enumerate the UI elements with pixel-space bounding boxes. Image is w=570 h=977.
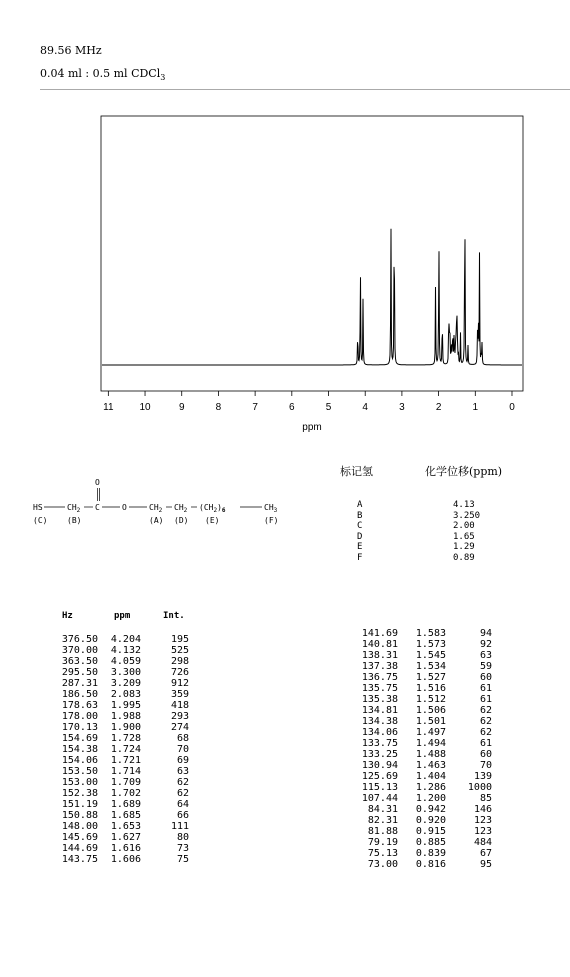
peak-intensity: 69 — [176, 755, 189, 766]
label-f: (F) — [264, 516, 279, 525]
peak-intensity: 146 — [473, 804, 492, 815]
peak-hz: 154.06 — [61, 755, 98, 766]
peak-intensity: 274 — [170, 722, 189, 733]
peak-intensity: 62 — [479, 705, 492, 716]
atom-ch2-a: $CH_2$ — [149, 503, 163, 514]
peak-ppm: 0.885 — [415, 837, 446, 848]
peak-hz: 82.31 — [367, 815, 398, 826]
x-tick-label: 9 — [178, 402, 185, 413]
peak-ppm: 4.132 — [110, 645, 141, 656]
x-tick-label: 2 — [435, 402, 442, 413]
assignment-label: C — [357, 521, 363, 531]
subscript-2: 2 — [76, 507, 81, 514]
peak-hz: 150.88 — [61, 810, 98, 821]
peak-ppm: 2.083 — [110, 689, 141, 700]
peak-intensity: 64 — [176, 799, 189, 810]
peak-intensity: 61 — [479, 738, 492, 749]
label-e: (E) — [205, 516, 220, 525]
peak-intensity: 63 — [176, 766, 189, 777]
peak-ppm: 1.573 — [415, 639, 446, 650]
header-frequency: 89.56 MHz — [40, 44, 102, 57]
peak-ppm: 0.816 — [415, 859, 446, 870]
peak-intensity: 66 — [176, 810, 189, 821]
peak-hz: 287.31 — [61, 678, 98, 689]
peak-intensity: 298 — [170, 656, 189, 667]
peak-intensity: 68 — [176, 733, 189, 744]
assignment-shift: 1.29 — [453, 542, 475, 552]
assignment-shift: 1.65 — [453, 531, 475, 542]
x-tick-label: 7 — [252, 402, 258, 413]
peak-hz: 107.44 — [361, 793, 398, 804]
peak-hz: 84.31 — [367, 804, 398, 815]
peak-hz: 186.50 — [61, 689, 98, 700]
molecule-structure — [25, 448, 355, 528]
peak-intensity: 726 — [170, 667, 189, 678]
peak-intensity: 61 — [479, 694, 492, 705]
peak-ppm: 1.497 — [415, 727, 446, 738]
peak-intensity: 418 — [170, 700, 189, 711]
atom-ch2-b: $CH_2$ — [67, 503, 81, 514]
peak-header-hz: Hz — [62, 611, 73, 621]
peak-ppm: 4.204 — [110, 634, 141, 645]
assignment-header-shift: 化学位移(ppm) — [425, 465, 503, 478]
peak-ppm: 1.721 — [110, 755, 141, 766]
assignment-shift: 4.13 — [453, 500, 475, 510]
assignment-shift: 3.250 — [453, 510, 481, 521]
peak-intensity: 85 — [479, 793, 492, 804]
peak-ppm: 1.494 — [415, 738, 446, 749]
peak-hz: 133.75 — [361, 738, 398, 749]
subscript-2: 2 — [213, 507, 218, 514]
x-axis-ticks — [108, 391, 512, 396]
peak-header-int: Int. — [163, 611, 185, 621]
peak-hz: 141.69 — [361, 628, 398, 639]
x-tick-label: 5 — [325, 402, 332, 413]
peak-ppm: 1.545 — [415, 650, 446, 661]
peak-ppm: 1.900 — [110, 722, 141, 733]
peak-hz: 376.50 — [61, 634, 98, 645]
nmr-spectrum-chart — [0, 0, 570, 440]
peak-hz: 154.69 — [61, 733, 98, 744]
peak-ppm: 1.709 — [110, 777, 141, 788]
peak-intensity: 62 — [176, 777, 189, 788]
peak-hz: 363.50 — [61, 656, 98, 667]
peak-intensity: 95 — [479, 859, 492, 870]
peak-intensity: 61 — [479, 683, 492, 694]
peak-hz: 135.75 — [361, 683, 398, 694]
x-tick-label: 8 — [215, 402, 222, 413]
peak-intensity: 111 — [170, 821, 189, 832]
peak-intensity: 484 — [473, 837, 492, 848]
peak-ppm: 1.516 — [415, 683, 446, 694]
peak-hz: 178.63 — [61, 700, 98, 711]
peak-intensity: 123 — [473, 826, 492, 837]
peak-ppm: 1.702 — [110, 788, 141, 799]
peak-ppm: 1.606 — [110, 854, 141, 865]
x-axis-label: ppm — [302, 422, 322, 433]
atom-carbonyl-c: C — [95, 503, 100, 512]
peak-hz: 148.00 — [61, 821, 98, 832]
peak-intensity: 70 — [479, 760, 492, 771]
subscript-3: 3 — [273, 507, 278, 514]
assignment-header-label: 标记氢 — [340, 465, 373, 478]
assignment-label: A — [357, 500, 363, 510]
x-tick-label: 4 — [362, 402, 368, 413]
peak-intensity: 92 — [479, 639, 492, 650]
peak-ppm: 1.527 — [415, 672, 446, 683]
peak-intensity: 59 — [479, 661, 492, 672]
atom-hs: HS — [33, 503, 43, 512]
peak-ppm: 3.300 — [110, 667, 141, 678]
peak-ppm: 1.685 — [110, 810, 141, 821]
peak-ppm: 1.653 — [110, 821, 141, 832]
peak-header-ppm: ppm — [114, 611, 131, 621]
peak-ppm: 1.689 — [110, 799, 141, 810]
x-tick-label: 11 — [103, 402, 114, 413]
peak-intensity: 139 — [473, 771, 492, 782]
peak-hz: 145.69 — [61, 832, 98, 843]
peak-ppm: 0.915 — [415, 826, 446, 837]
assignment-label: B — [357, 510, 363, 521]
peak-ppm: 4.059 — [110, 656, 141, 667]
peak-hz: 135.38 — [361, 694, 398, 705]
peak-hz: 138.31 — [361, 650, 398, 661]
peak-ppm: 1.512 — [415, 694, 446, 705]
peak-ppm: 1.728 — [110, 733, 141, 744]
x-tick-label: 10 — [139, 402, 151, 413]
x-axis-tick-labels — [103, 402, 515, 413]
peak-intensity: 293 — [170, 711, 189, 722]
peak-ppm: 1.286 — [415, 782, 446, 793]
atom-ch2-d: $CH_2$ — [174, 503, 188, 514]
peak-ppm: 1.200 — [415, 793, 446, 804]
peak-hz: 81.88 — [367, 826, 398, 837]
peak-intensity: 62 — [479, 716, 492, 727]
peak-intensity: 912 — [170, 678, 189, 689]
subscript-6: 6 — [221, 507, 226, 514]
label-c: (C) — [33, 516, 48, 525]
peak-ppm: 1.463 — [415, 760, 446, 771]
peak-hz: 115.13 — [361, 782, 398, 793]
assignment-label: D — [357, 531, 363, 542]
peak-intensity: 1000 — [467, 782, 492, 793]
peak-ppm: 1.616 — [110, 843, 141, 854]
peak-intensity: 359 — [170, 689, 189, 700]
peak-hz: 134.81 — [361, 705, 398, 716]
x-tick-label: 1 — [472, 402, 479, 413]
peak-intensity: 62 — [479, 727, 492, 738]
peak-hz: 75.13 — [367, 848, 398, 859]
x-tick-label: 0 — [509, 402, 515, 413]
subscript-2: 2 — [158, 507, 163, 514]
peak-intensity: 62 — [176, 788, 189, 799]
peak-intensity: 60 — [479, 749, 492, 760]
label-d: (D) — [174, 516, 189, 525]
peak-hz: 370.00 — [61, 645, 98, 656]
peak-ppm: 1.404 — [415, 771, 446, 782]
peak-ppm: 1.714 — [110, 766, 141, 777]
peak-hz: 153.00 — [61, 777, 98, 788]
atom-carbonyl-o: O — [95, 478, 100, 487]
peak-hz: 125.69 — [361, 771, 398, 782]
peak-ppm: 1.988 — [110, 711, 141, 722]
sample-subscript: 3 — [160, 73, 166, 83]
assignment-label: E — [357, 542, 363, 552]
peak-ppm: 1.501 — [415, 716, 446, 727]
assignment-label: F — [357, 552, 363, 563]
peak-hz: 73.00 — [367, 859, 398, 870]
paren-close: ) — [217, 503, 222, 512]
peak-hz: 134.38 — [361, 716, 398, 727]
peak-hz: 130.94 — [361, 760, 398, 771]
peak-ppm: 1.488 — [415, 749, 446, 760]
peak-hz: 153.50 — [61, 766, 98, 777]
peak-hz: 295.50 — [61, 667, 98, 678]
peak-hz: 133.25 — [361, 749, 398, 760]
peak-hz: 137.38 — [361, 661, 398, 672]
peak-hz: 134.06 — [361, 727, 398, 738]
subscript-2: 2 — [183, 507, 188, 514]
peak-ppm: 1.995 — [110, 700, 141, 711]
peak-hz: 178.00 — [61, 711, 98, 722]
peak-hz: 140.81 — [361, 639, 398, 650]
peak-intensity: 94 — [479, 628, 492, 639]
sample-text: 0.04 ml : 0.5 ml CDCl — [40, 67, 161, 80]
peak-ppm: 3.209 — [110, 678, 141, 689]
peak-hz: 144.69 — [61, 843, 98, 854]
atom-ch3-f: $CH_3$ — [264, 503, 278, 514]
peak-intensity: 63 — [479, 650, 492, 661]
label-b: (B) — [67, 516, 82, 525]
peak-hz: 154.38 — [61, 744, 98, 755]
peak-ppm: 0.839 — [415, 848, 446, 859]
peak-ppm: 1.627 — [110, 832, 141, 843]
peak-hz: 79.19 — [367, 837, 398, 848]
peak-intensity: 195 — [170, 634, 189, 645]
peak-ppm: 0.920 — [415, 815, 446, 826]
peak-ppm: 1.583 — [415, 628, 446, 639]
peak-ppm: 1.534 — [415, 661, 446, 672]
peak-intensity: 80 — [176, 832, 189, 843]
peak-intensity: 70 — [176, 744, 189, 755]
peak-intensity: 60 — [479, 672, 492, 683]
spectrum-trace — [102, 229, 522, 365]
assignment-shift: 0.89 — [453, 552, 475, 563]
peak-hz: 152.38 — [61, 788, 98, 799]
peak-hz: 143.75 — [61, 854, 98, 865]
peak-ppm: 0.942 — [415, 804, 446, 815]
peak-intensity: 73 — [176, 843, 189, 854]
peak-ppm: 1.724 — [110, 744, 141, 755]
assignment-shift: 2.00 — [453, 521, 475, 531]
atom-ester-o: O — [122, 503, 127, 512]
label-a: (A) — [149, 516, 164, 525]
x-tick-label: 6 — [289, 402, 295, 413]
peak-intensity: 525 — [170, 645, 189, 656]
peak-intensity: 123 — [473, 815, 492, 826]
peak-intensity: 67 — [479, 848, 492, 859]
peak-ppm: 1.506 — [415, 705, 446, 716]
peak-hz: 151.19 — [61, 799, 98, 810]
atom-ch2-chain: $(CH_2)_6$ — [199, 503, 226, 514]
peak-hz: 136.75 — [361, 672, 398, 683]
peak-hz: 170.13 — [61, 722, 98, 733]
peak-intensity: 75 — [176, 854, 189, 865]
x-tick-label: 3 — [399, 402, 405, 413]
